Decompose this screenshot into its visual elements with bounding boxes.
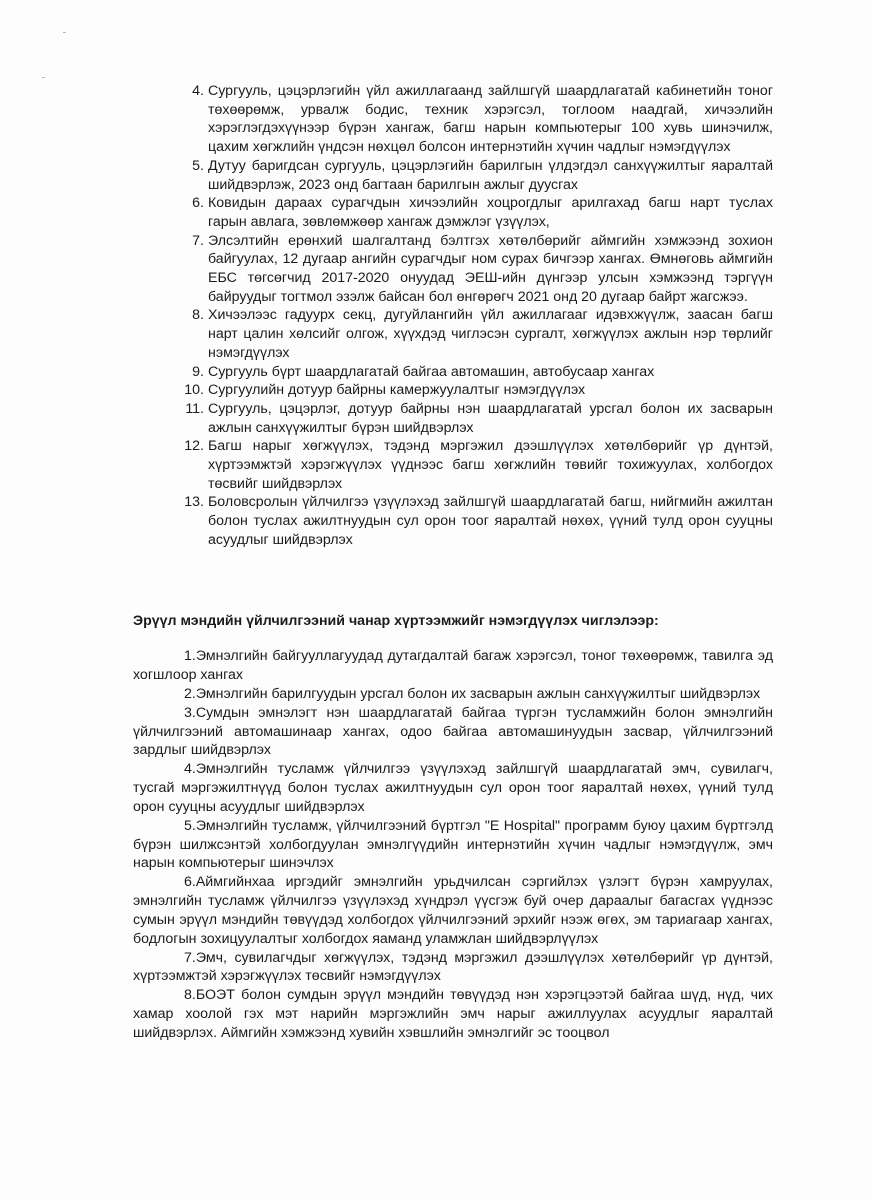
scan-speck [63,32,66,33]
list-item [178,82,773,157]
list-item-number: 9. [192,363,204,380]
list-item [178,232,773,307]
list-item-text: Дутуу баригдсан сургууль, цэцэрлэгийн барилгын үлдэгдэл санхүүжилтыг яаралтай шийдвэрлэж, 2023 онд багтаан барилгын ажлыг дуусгах [208,157,773,193]
list-item-text: Сургуулийн дотуур байрны камержуулалтыг нэмэгдүүлэх [208,382,586,399]
list-item-text: Багш нарыг хөгжүүлэх, тэдэнд мэргэжил дээшлүүлэх хөтөлбөрийг үр дүнтэй, хүртээмжтэй хэрэгжүүлэх үүднээс багш хөгжлийн төвийг тохижуулах, холбогдох төсвийг шийдвэрлэх [208,438,773,492]
list-item-number: 11. [185,400,204,417]
list-item [178,493,773,549]
paragraph: 3.Сумдын эмнэлэгт нэн шаардлагатай байгаа түргэн тусламжийн болон эмнэлгийн үйлчилгээний автомашинаар хангах, одоо байгаа автомашинуудын засвар, үйлчилгээний зардлыг шийдвэрлэх [133,704,773,759]
paragraph: 6.Аймгийнхаа иргэдийг эмнэлгийн урьдчилсан сэргийлэх үзлэгт бүрэн хамруулах, эмнэлгийн тусламж үйлчилгээ үзүүлэхэд хүндрэл үүсгэж буй очер дараалыг багасгах үүднээс сумын эрүүл мэндийн төвүүдэд холбогдох үйлчилгээний эрхийг нээж өгөх, эм тариагаар хангах, бодлогын зохицуулалтыг холбогдох яаманд уламжлан шийдвэрлүүлэх [133,874,773,947]
list-item-text: Сургууль бүрт шаардлагатай байгаа автомашин, автобусаар хангах [208,363,655,380]
list-item [178,437,773,493]
paragraph: 2.Эмнэлгийн барилгуудын урсгал болон их засварын ажлын санхүүжилтыг шийдвэрлэх [184,685,761,702]
list-item-number: 13. [184,494,204,511]
list-item [178,194,773,231]
health-section [133,647,773,1043]
list-item-number: 10. [184,382,204,399]
list-item-number: 6. [192,195,204,212]
list-item-number: 5. [192,157,204,174]
list-item-text: Ковидын дараах сурагчдын хичээлийн хоцрогдлыг арилгахад багш нарт туслах гарын авлага, зөвлөмжөөр хангаж дэмжлэг үзүүлэх, [208,195,773,230]
list-item [178,400,773,437]
list-item-text: Сургууль, цэцэрлэг, дотуур байрны нэн шаардлагатай урсгал болон их засварын ажлын санхүүжилтыг бүрэн шийдвэрлэх [208,400,773,436]
list-item-number: 12. [184,438,204,455]
paragraph: 8.БОЭТ болон сумдын эрүүл мэндийн төвүүдэд нэн хэрэгцээтэй байгаа шүд, нүд, чих хамар хоолой гэх мэт нарийн мэргэжлийн эмч нарыг ажиллуулах асуудлыг яаралтай шийдвэрлэх. Аймгийн хэмжээнд хувийн хэвшлийн эмнэлгийг эс тооцвол [133,987,773,1041]
list-item [178,157,773,194]
list-item-text: Хичээлээс гадуурх секц, дугуйлангийн үйл ажиллагааг идэвхжүүлж, заасан багш нарт цалин хөлсийг олгож, хүүхдэд чиглэсэн сургалт, хөгжүүлэх ажлын нэр төрлийг нэмэгдүүлэх [208,307,773,361]
paragraph: 1.Эмнэлгийн байгууллагуудад дутагдалтай багаж хэрэгсэл, тоног төхөөрөмж, тавилга эд хогшлоор хангах [133,648,773,683]
scan-speck [42,77,45,78]
paragraph: 5.Эмнэлгийн тусламж, үйлчилгээний бүртгэл "E Hospital" программ буюу цахим бүртгэлд бүрэн шилжсэнтэй холбогдуулан эмнэлгүүдийн интернэтийн хүчин чадлыг нэмэгдүүлж, эмч нарын компьютерыг шинэчлэх [133,817,773,872]
paragraph: 7.Эмч, сувилагчдыг хөгжүүлэх, тэдэнд мэргэжил дээшлүүлэх хөтөлбөрийг үр дүнтэй, хүртээмжтэй хэрэгжүүлэх төсвийг нэмэгдүүлэх [133,949,773,985]
numbered-list [178,82,773,550]
list-item [178,363,773,382]
list-item [178,306,773,362]
list-item-number: 4. [192,83,204,99]
list-item-number: 7. [192,232,204,249]
paragraph: 4.Эмнэлгийн тусламж үйлчилгээ үзүүлэхэд зайлшгүй шаардлагатай эмч, сувилагч, тусгай мэргэжилтнүүд болон туслах ажилтнуудын сул орон тоог яаралтай нөхөх, үүний тулд орон сууцны асуудлыг шийдвэрлэх [133,761,773,815]
list-item [178,381,773,400]
list-item-number: 8. [192,307,204,324]
section-heading: Эрүүл мэндийн үйлчилгээний чанар хүртээмжийг нэмэгдүүлэх чиглэлээр: [133,613,659,629]
list-item-text: Элсэлтийн ерөнхий шалгалтанд бэлтгэх хөтөлбөрийг аймгийн хэмжээнд зохион байгуулах, 12 дугаар ангийн сурагчдыг ном сурах бичгээр хангах. Өмнөговь аймгийн ЕБС төгсөгчид 2017-2020 онуудад ЭЕШ-ийн дүнгээр улсын хэмжээнд тэргүүн байруудыг тогтмол эзэлж байсан бол өнгөрөгч 2021 онд 20 дугаар байрт жагсжээ. [208,232,773,305]
list-item-text: Сургууль, цэцэрлэгийн үйл ажиллагаанд зайлшгүй шаардлагатай кабинетийн тоног төхөөрөмж, урвалж бодис, техник хэрэгсэл, тоглоом наадгай, хичээлийн хэрэглэгдэхүүнээр бүрэн хангаж, багш нарын компьютерыг 100 хувь шинэчилж, цахим хөгжлийн үндсэн нөхцөл болсон интернэтийн хүчин чадлыг нэмэгдүүлэх [208,83,773,156]
list-item-text: Боловсролын үйлчилгээ үзүүлэхэд зайлшгүй шаардлагатай багш, нийгмийн ажилтан болон туслах ажилтнуудын сул орон тоог яаралтай нөхөх, үүний тулд орон сууцны асуудлыг шийдвэрлэх [208,494,773,548]
